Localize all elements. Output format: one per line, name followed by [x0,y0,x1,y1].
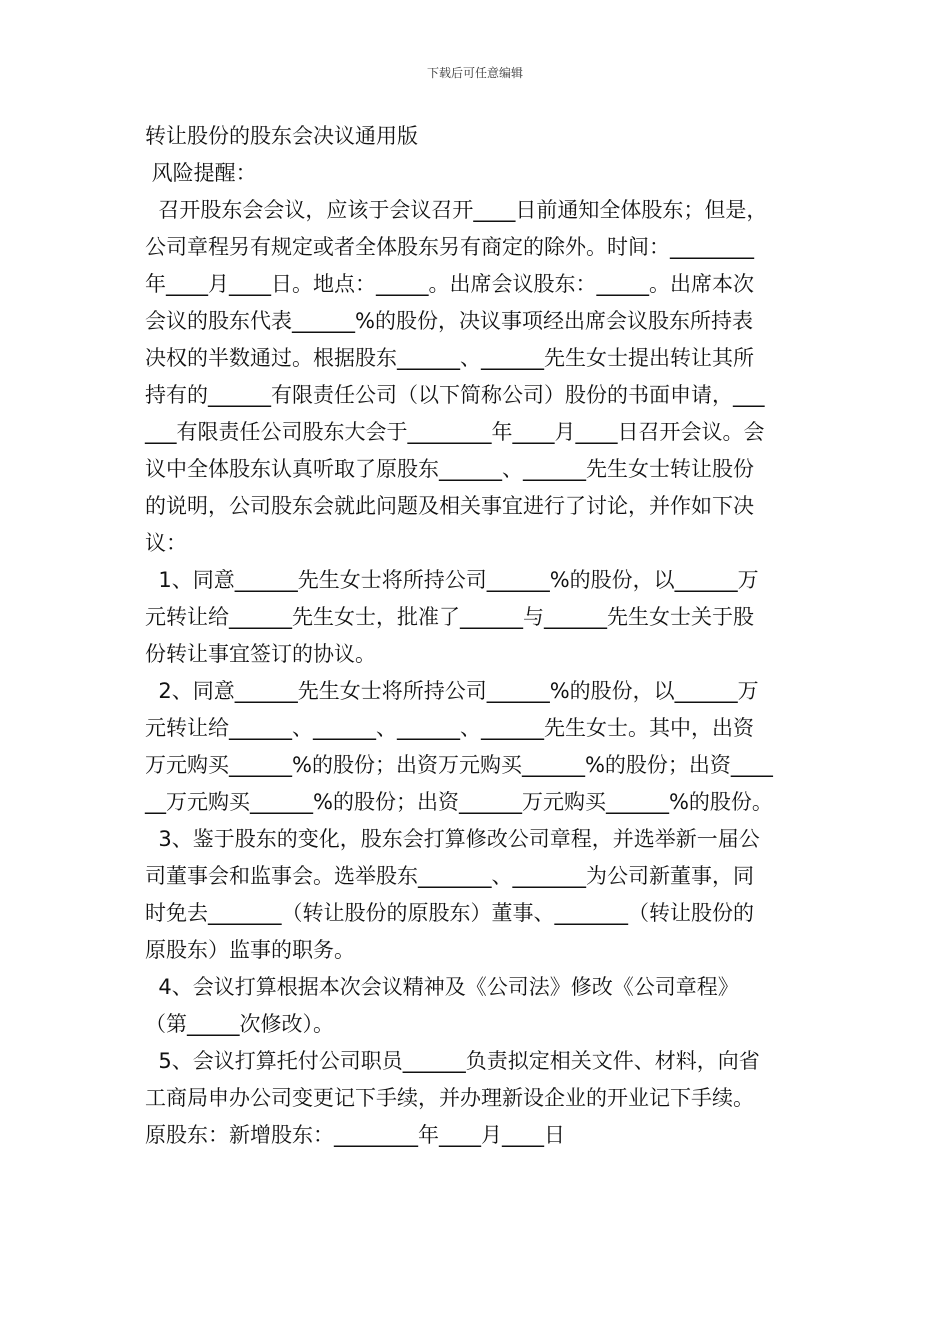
body-line: 的说明，公司股东会就此问题及相关事宜进行了讨论，并作如下决 [145,494,754,518]
body-line: 工商局申办公司变更记下手续，并办理新设企业的开业记下手续。 [145,1086,754,1110]
body-line: 元转让给______、______、______、______先生女士。其中，出资 [145,716,754,740]
document-title: 转让股份的股东会决议通用版 [145,124,418,148]
body-line: 风险提醒： [145,161,257,185]
body-line: （第_____次修改）。 [145,1012,334,1036]
body-line: 4、会议打算根据本次会议精神及《公司法》修改《公司章程》 [145,975,739,999]
body-line: 万元购买______%的股份；出资万元购买______%的股份；出资____ [145,753,773,777]
body-line: 持有的______有限责任公司（以下简称公司）股份的书面申请，___ [145,383,765,407]
body-line: __万元购买______%的股份；出资______万元购买______%的股份。 [145,790,773,814]
body-line: 时免去_______（转让股份的原股东）董事、_______（转让股份的 [145,901,754,925]
body-line: 议： [145,531,187,555]
body-line: 3、鉴于股东的变化，股东会打算修改公司章程，并选举新一届公 [145,827,760,851]
body-line: 5、会议打算托付公司职员______负责拟定相关文件、材料，向省 [145,1049,760,1073]
body-line: 议中全体股东认真听取了原股东______、______先生女士转让股份 [145,457,754,481]
body-line: 年____月____日。地点：_____。出席会议股东：_____。出席本次 [145,272,754,296]
body-line: 份转让事宜签订的协议。 [145,642,376,666]
body-line: 会议的股东代表______%的股份，决议事项经出席会议股东所持表 [145,309,753,333]
body-line: 公司章程另有规定或者全体股东另有商定的除外。时间：________ [145,235,754,259]
body-line: 原股东：新增股东：________年____月____日 [145,1123,565,1147]
body-line: 原股东）监事的职务。 [145,938,355,962]
body-line: 决权的半数通过。根据股东______、______先生女士提出转让其所 [145,346,754,370]
body-line: 司董事会和监事会。选举股东_______、_______为公司新董事，同 [145,864,754,888]
body-line: 召开股东会会议，应该于会议召开____日前通知全体股东；但是， [145,198,768,222]
document-body [145,118,815,1154]
body-line: 1、同意______先生女士将所持公司______%的股份，以______万 [145,568,759,592]
body-line: 2、同意______先生女士将所持公司______%的股份，以______万 [145,679,759,703]
header-note: 下载后可任意编辑 [426,66,523,80]
body-line: ___有限责任公司股东大会于________年____月____日召开会议。会 [145,420,765,444]
body-line: 元转让给______先生女士，批准了______与______先生女士关于股 [145,605,754,629]
